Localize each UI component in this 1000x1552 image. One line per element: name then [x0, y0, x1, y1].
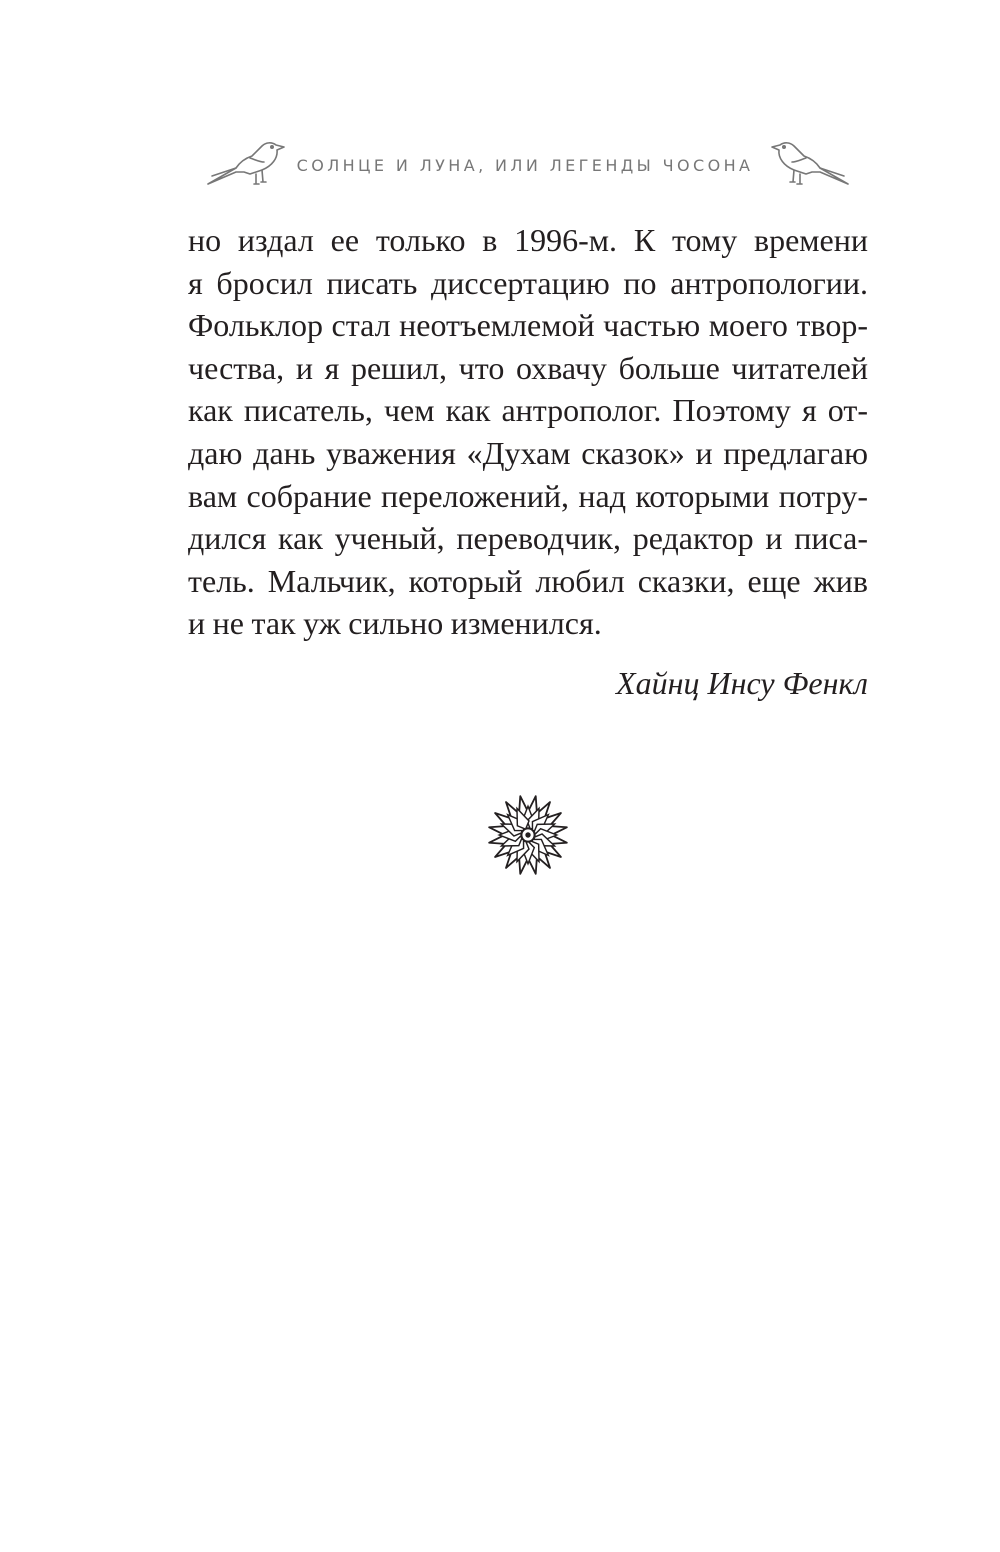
text-line: даю дань уважения «Духам сказок» и предлагаю — [188, 434, 868, 471]
flower-ornament-icon — [483, 790, 573, 880]
magpie-icon — [765, 128, 850, 188]
text-line: тель. Мальчик, который любил сказки, еще жив — [188, 562, 868, 599]
text-line: Фольклор стал неотъемлемой частью моего твор- — [188, 307, 868, 344]
running-header — [200, 128, 850, 188]
text-line: и не так уж сильно изменился. — [188, 605, 602, 642]
text-line: я бросил писать диссертацию по антропологии. — [188, 264, 868, 301]
author-signature: Хайнц Инсу Фенкл — [616, 665, 868, 701]
text-line: чества, и я решил, что охвачу больше читателей — [188, 349, 868, 386]
text-line: как писатель, чем как антрополог. Поэтому я от- — [188, 392, 868, 429]
body-paragraph — [188, 219, 868, 645]
running-title: СОЛНЦЕ И ЛУНА, ИЛИ ЛЕГЕНДЫ ЧОСОНА — [296, 156, 754, 175]
text-line: но издал ее только в 1996-м. К тому времени — [188, 222, 868, 258]
text-line: дился как ученый, переводчик, редактор и писа- — [188, 520, 868, 557]
text-line: вам собрание переложений, над которыми потру- — [188, 477, 868, 514]
